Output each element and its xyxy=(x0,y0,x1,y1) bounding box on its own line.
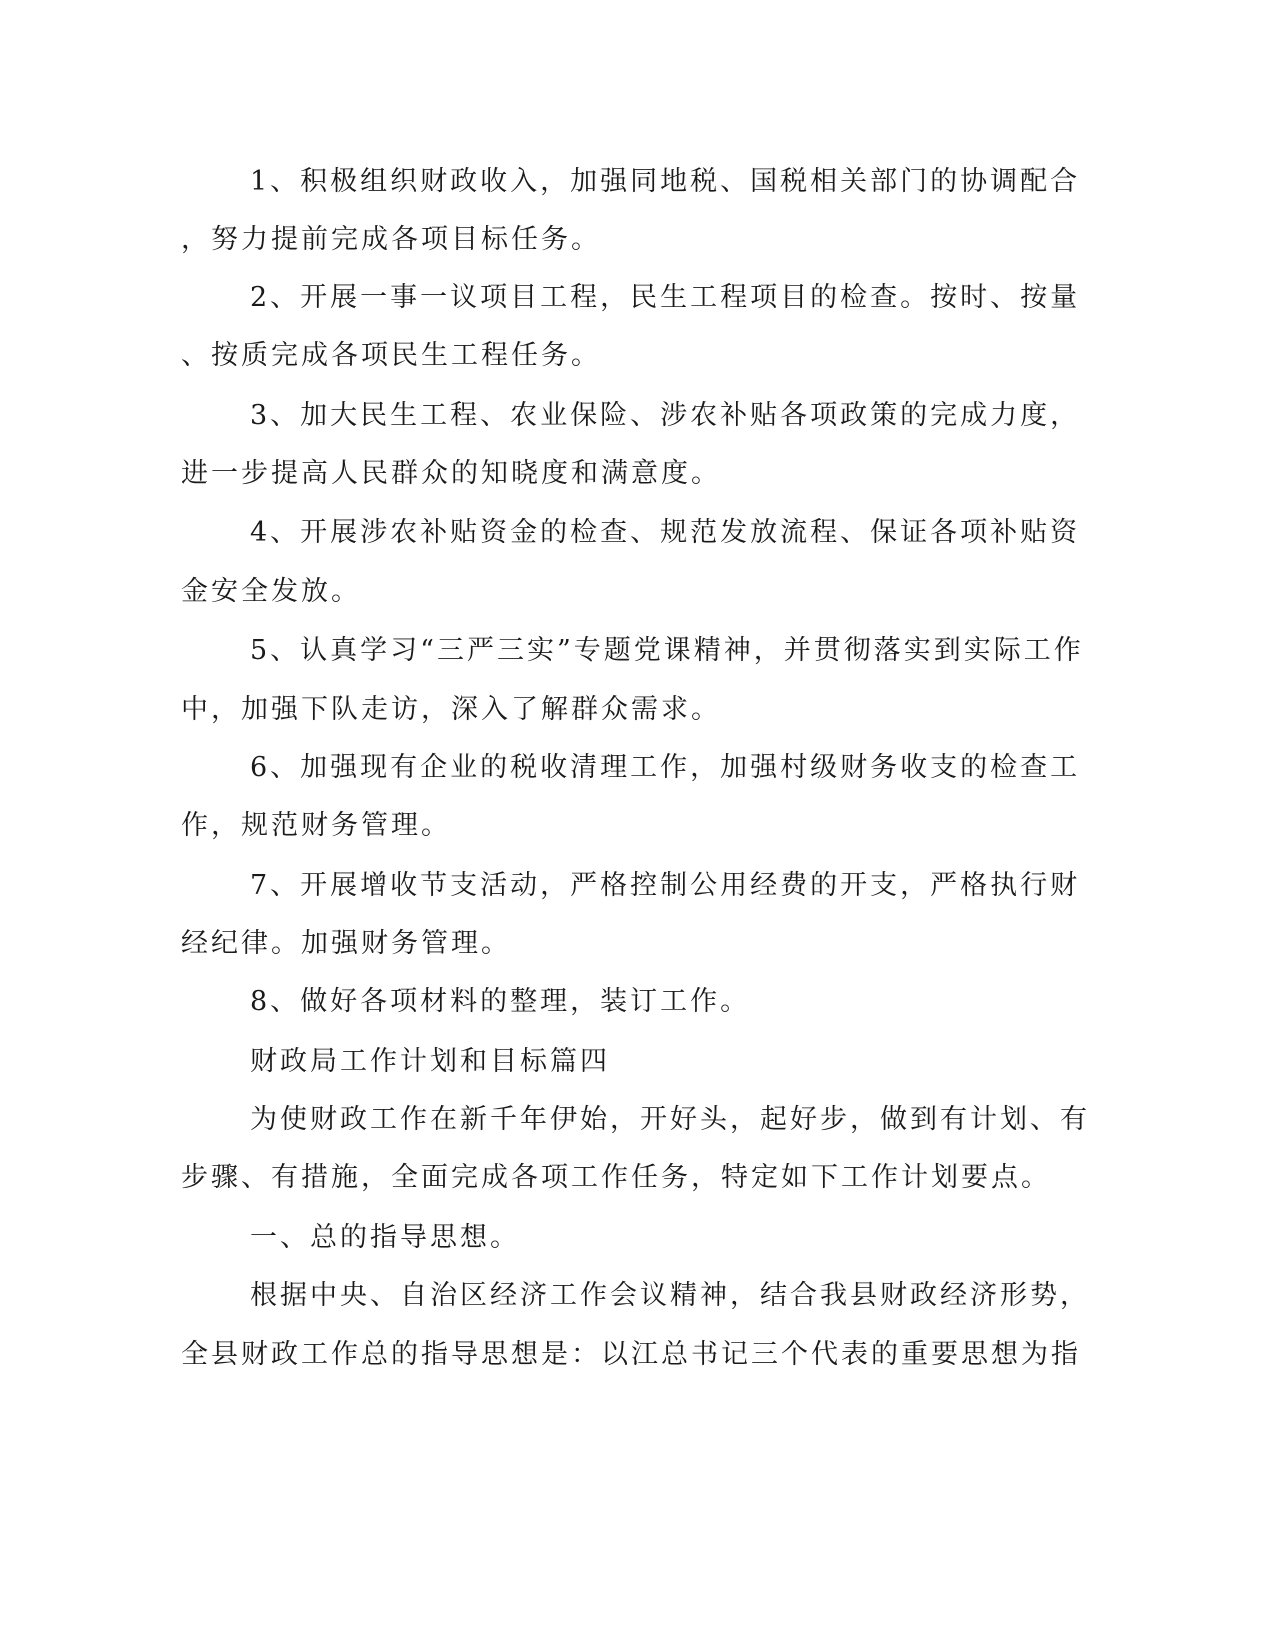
text-line: 步骤、有措施，全面完成各项工作任务，特定如下工作计划要点。 xyxy=(181,1162,1051,1193)
section-heading: 财政局工作计划和目标篇四 xyxy=(250,1046,610,1077)
text-line: 7、开展增收节支活动，严格控制公用经费的开支，严格执行财 xyxy=(250,870,1081,901)
text-line: 、按质完成各项民生工程任务。 xyxy=(181,340,601,371)
text-line: 金安全发放。 xyxy=(181,576,361,607)
text-line: 5、认真学习“三严三实”专题党课精神，并贯彻落实到实际工作 xyxy=(250,635,1084,666)
text-line: 一、总的指导思想。 xyxy=(250,1222,520,1253)
text-line: 1、积极组织财政收入，加强同地税、国税相关部门的协调配合 xyxy=(250,166,1081,197)
text-line: 4、开展涉农补贴资金的检查、规范发放流程、保证各项补贴资 xyxy=(250,517,1081,548)
text-line: 为使财政工作在新千年伊始，开好头，起好步，做到有计划、有 xyxy=(250,1104,1090,1135)
text-line: 2、开展一事一议项目工程，民生工程项目的检查。按时、按量 xyxy=(250,282,1081,313)
text-line: 中，加强下队走访，深入了解群众需求。 xyxy=(181,694,721,725)
text-line: ，努力提前完成各项目标任务。 xyxy=(181,224,601,255)
text-line: 根据中央、自治区经济工作会议精神，结合我县财政经济形势， xyxy=(250,1280,1090,1311)
text-line: 3、加大民生工程、农业保险、涉农补贴各项政策的完成力度， xyxy=(250,400,1081,431)
text-line: 经纪律。加强财务管理。 xyxy=(181,928,511,959)
text-line: 8、做好各项材料的整理，装订工作。 xyxy=(250,986,751,1017)
text-line: 进一步提高人民群众的知晓度和满意度。 xyxy=(181,458,721,489)
text-line: 作，规范财务管理。 xyxy=(181,810,451,841)
text-line: 全县财政工作总的指导思想是：以江总书记三个代表的重要思想为指 xyxy=(181,1339,1081,1370)
text-line: 6、加强现有企业的税收清理工作，加强村级财务收支的检查工 xyxy=(250,752,1081,783)
